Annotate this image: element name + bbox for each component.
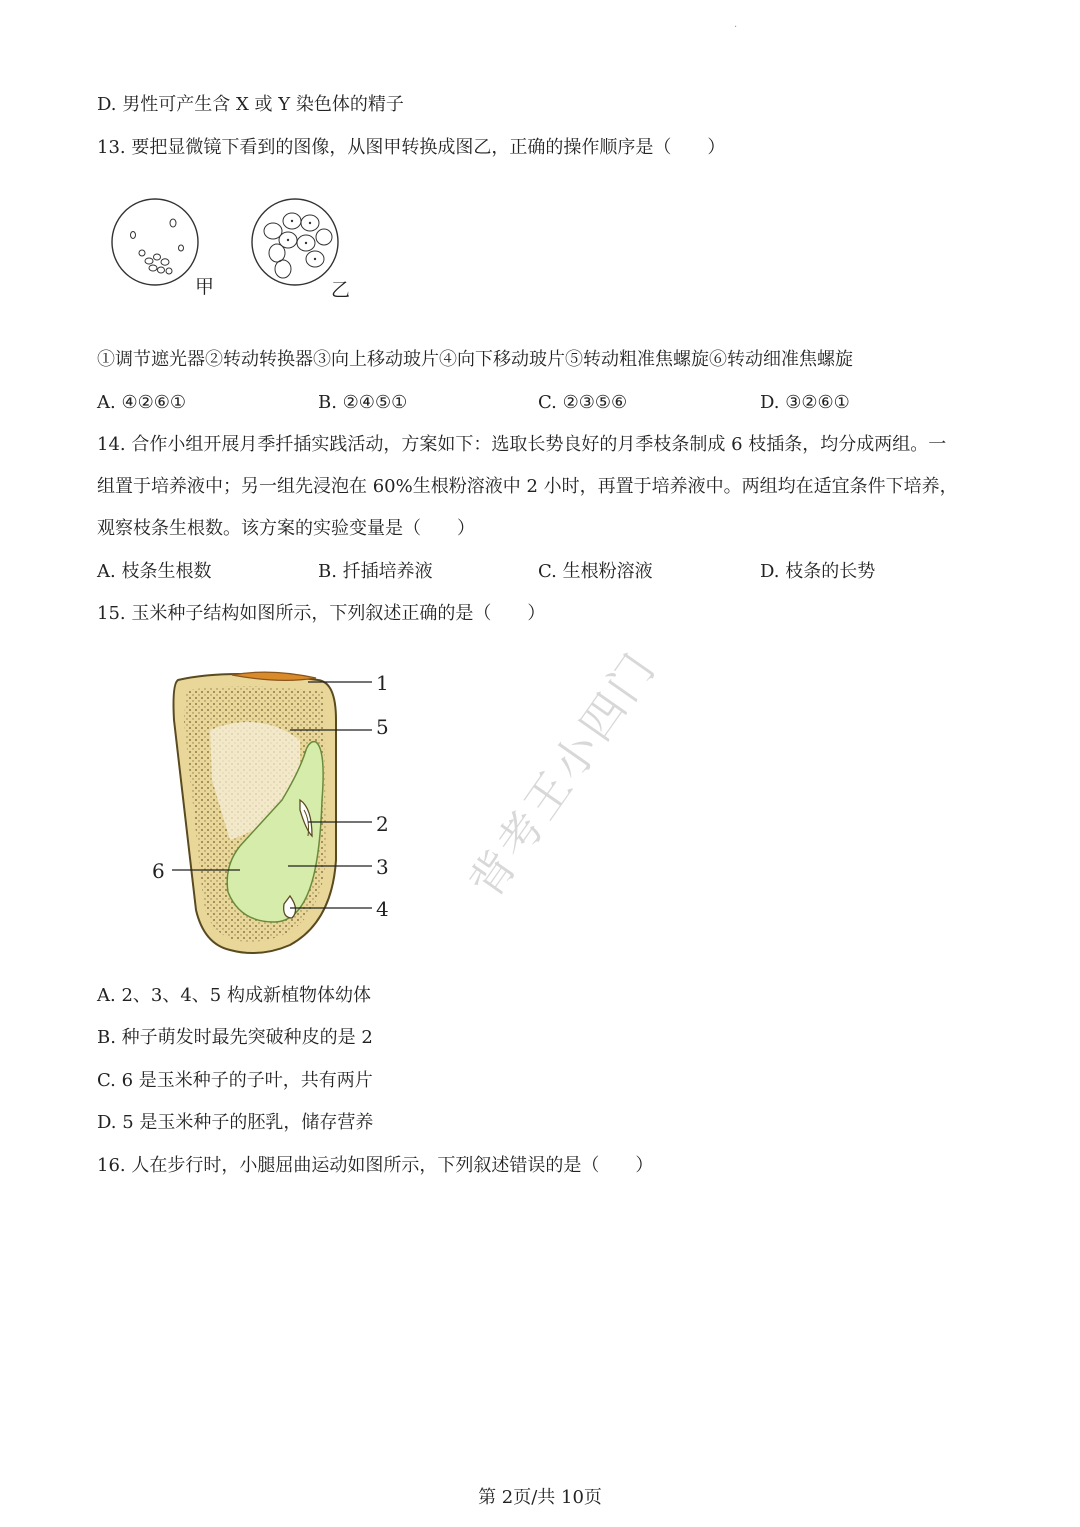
q15-option-a[interactable]: A. 2、3、4、5 构成新植物体幼体 (97, 985, 371, 1006)
q13-steps: ①调节遮光器②转动转换器③向上移动玻片④向下移动玻片⑤转动粗准焦螺旋⑥转动细准焦螺旋 (97, 349, 853, 370)
q15-option-d[interactable]: D. 5 是玉米种子的胚乳，储存营养 (97, 1112, 374, 1133)
q13-option-a[interactable]: A. ④②⑥① (97, 392, 186, 413)
prev-option-d: D. 男性可产生含 X 或 Y 染色体的精子 (97, 94, 404, 115)
q14-option-d[interactable]: D. 枝条的长势 (760, 561, 876, 582)
q13-option-b[interactable]: B. ②④⑤① (318, 392, 408, 413)
q14-option-b[interactable]: B. 扦插培养液 (318, 561, 433, 582)
q13-stem: 13. 要把显微镜下看到的图像，从图甲转换成图乙，正确的操作顺序是（ ） (97, 137, 726, 158)
fig-jia-field (112, 199, 198, 285)
q14-line3: 观察枝条生根数。该方案的实验变量是（ ） (97, 518, 475, 539)
q15-option-b[interactable]: B. 种子萌发时最先突破种皮的是 2 (97, 1027, 373, 1048)
q14-line1: 14. 合作小组开展月季扦插实践活动，方案如下：选取长势良好的月季枝条制成 6 枝插条，均分成两组。一 (97, 434, 947, 455)
fig-label-yi: 乙 (331, 279, 351, 301)
q15-stem: 15. 玉米种子结构如图所示，下列叙述正确的是（ ） (97, 603, 546, 624)
seed-label-1: 1 (376, 671, 389, 695)
q13-option-c[interactable]: C. ②③⑤⑥ (538, 392, 628, 413)
seed-label-4: 4 (376, 897, 389, 921)
q13-option-d[interactable]: D. ③②⑥① (760, 392, 850, 413)
seed-label-6: 6 (152, 859, 165, 883)
page-footer: 第 2页/共 10页 (478, 1487, 602, 1508)
q14-option-c[interactable]: C. 生根粉溶液 (538, 561, 653, 582)
q14-option-a[interactable]: A. 枝条生根数 (97, 561, 212, 582)
corner-dot: · (734, 22, 738, 33)
fig-yi-field (252, 199, 338, 285)
seed-label-3: 3 (376, 855, 389, 879)
seed-label-2: 2 (376, 812, 389, 836)
fig-label-jia: 甲 (195, 276, 215, 298)
q16-stem: 16. 人在步行时，小腿屈曲运动如图所示，下列叙述错误的是（ ） (97, 1155, 654, 1176)
watermark: 背考王小四门 (460, 641, 668, 908)
q15-option-c[interactable]: C. 6 是玉米种子的子叶，共有两片 (97, 1070, 373, 1091)
corn-seed-diagram (140, 660, 410, 960)
seed-label-5: 5 (376, 715, 389, 739)
q13-microscope-figure (105, 195, 365, 305)
q14-line2: 组置于培养液中；另一组先浸泡在 60%生根粉溶液中 2 小时，再置于培养液中。两组均在适宜条件下培养， (97, 476, 958, 497)
